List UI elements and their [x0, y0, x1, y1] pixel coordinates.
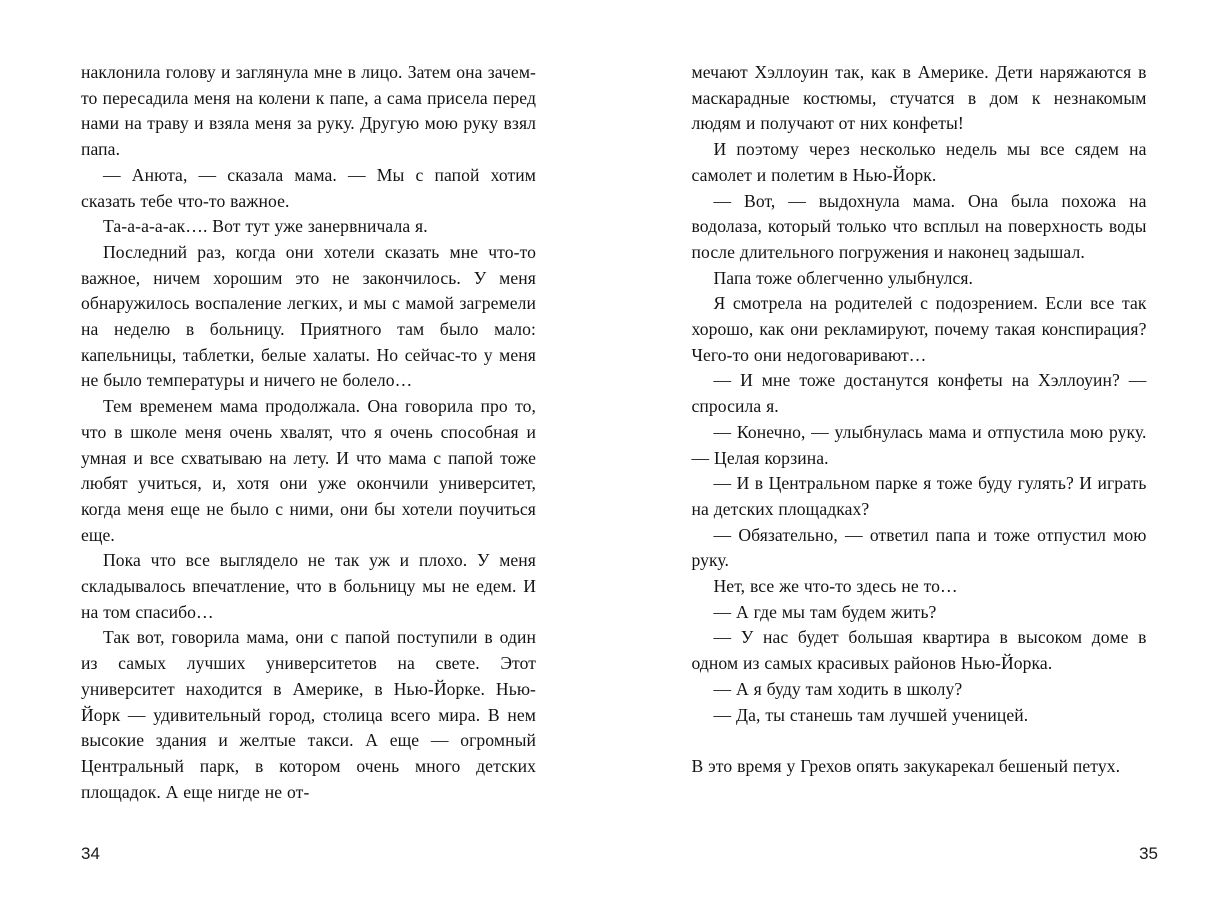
paragraph: Последний раз, когда они хотели сказать мне что-то важное, ничем хорошим это не закончилось. У меня обнаружилось воспаление легких, и мы с мамой загремели на неделю в больницу. Приятного там было мало: капельницы, таблетки, белые халаты. Но сейчас-то у меня не было температуры и ничего не болело…	[81, 241, 536, 391]
paragraph: — У нас будет большая квартира в высоком доме в одном из самых красивых районов Нью-Йорка.	[691, 627, 1147, 674]
paragraph: Та-а-а-а-ак…. Вот тут уже занервничала я.	[103, 216, 428, 237]
paragraph: наклонила голову и заглянула мне в лицо. Затем она зачем-то пересадила меня на колени к папе, а сама присела перед нами на траву и взяла меня за руку. Другую мою руку взял папа.	[81, 62, 536, 160]
paragraph: Так вот, говорила мама, они с папой поступили в один из самых лучших университетов на свете. Этот университет находится в Америке, в Нью-Йорке. Нью-Йорк — удивительный город, столица всего мира. В нем высокие здания и желтые такси. А еще — огромный Центральный парк, в котором очень много детских площадок. А еще нигде не от-	[81, 627, 536, 802]
paragraph: В это время у Грехов опять закукарекал бешеный петух.	[691, 755, 1121, 776]
paragraph: — И в Центральном парке я тоже буду гулять? И играть на детских площадках?	[691, 473, 1147, 519]
left-page-text-block	[81, 60, 536, 805]
page-number-right: 35	[1139, 844, 1158, 863]
paragraph: — Конечно, — улыбнулась мама и отпустила мою руку. — Целая корзина.	[691, 421, 1147, 468]
paragraph: Тем временем мама продолжала. Она говорила про то, что в школе меня очень хвалят, что я очень способная и умная и все схватываю на лету. И что мама с папой тоже любят учиться, и, хотя они уже окончили университет, когда меня еще не было с ними, они бы хотели поучиться еще.	[81, 396, 536, 545]
paragraph: И поэтому через несколько недель мы все сядем на самолет и полетим в Нью-Йорк.	[691, 139, 1147, 185]
paragraph: — Вот, — выдохнула мама. Она была похожа на водолаза, который только что всплыл на поверхность воды после длительного погружения и наконец задышал.	[691, 190, 1147, 262]
right-page	[613, 0, 1225, 911]
paragraph: — Обязательно, — ответил папа и тоже отпустил мою руку.	[691, 524, 1147, 571]
paragraph: — Анюта, — сказала мама. — Мы с папой хотим сказать тебе что-то важное.	[81, 164, 536, 211]
paragraph: — А я буду там ходить в школу?	[713, 678, 963, 699]
page-number-left: 34	[81, 844, 100, 863]
paragraph: Пока что все выглядело не так уж и плохо. У меня складывалось впечатление, что в больницу мы не едем. И на том спасибо…	[81, 550, 536, 622]
right-page-text-block	[692, 60, 1147, 780]
paragraph: — Да, ты станешь там лучшей ученицей.	[713, 704, 1029, 725]
paragraph: Нет, все же что-то здесь не то…	[713, 576, 958, 597]
paragraph: Папа тоже облегченно улыбнулся.	[713, 267, 974, 288]
paragraph: — А где мы там будем жить?	[713, 601, 937, 622]
paragraph: мечают Хэллоуин так, как в Америке. Дети наряжаются в маскарадные костюмы, стучатся в дом к незнакомым людям и получают от них конфеты!	[691, 62, 1147, 134]
paragraph: Я смотрела на родителей с подозрением. Если все так хорошо, как они рекламируют, почему такая конспирация? Чего-то они недоговаривают…	[691, 293, 1147, 365]
paragraph: — И мне тоже достанутся конфеты на Хэллоуин? — спросила я.	[691, 370, 1147, 417]
